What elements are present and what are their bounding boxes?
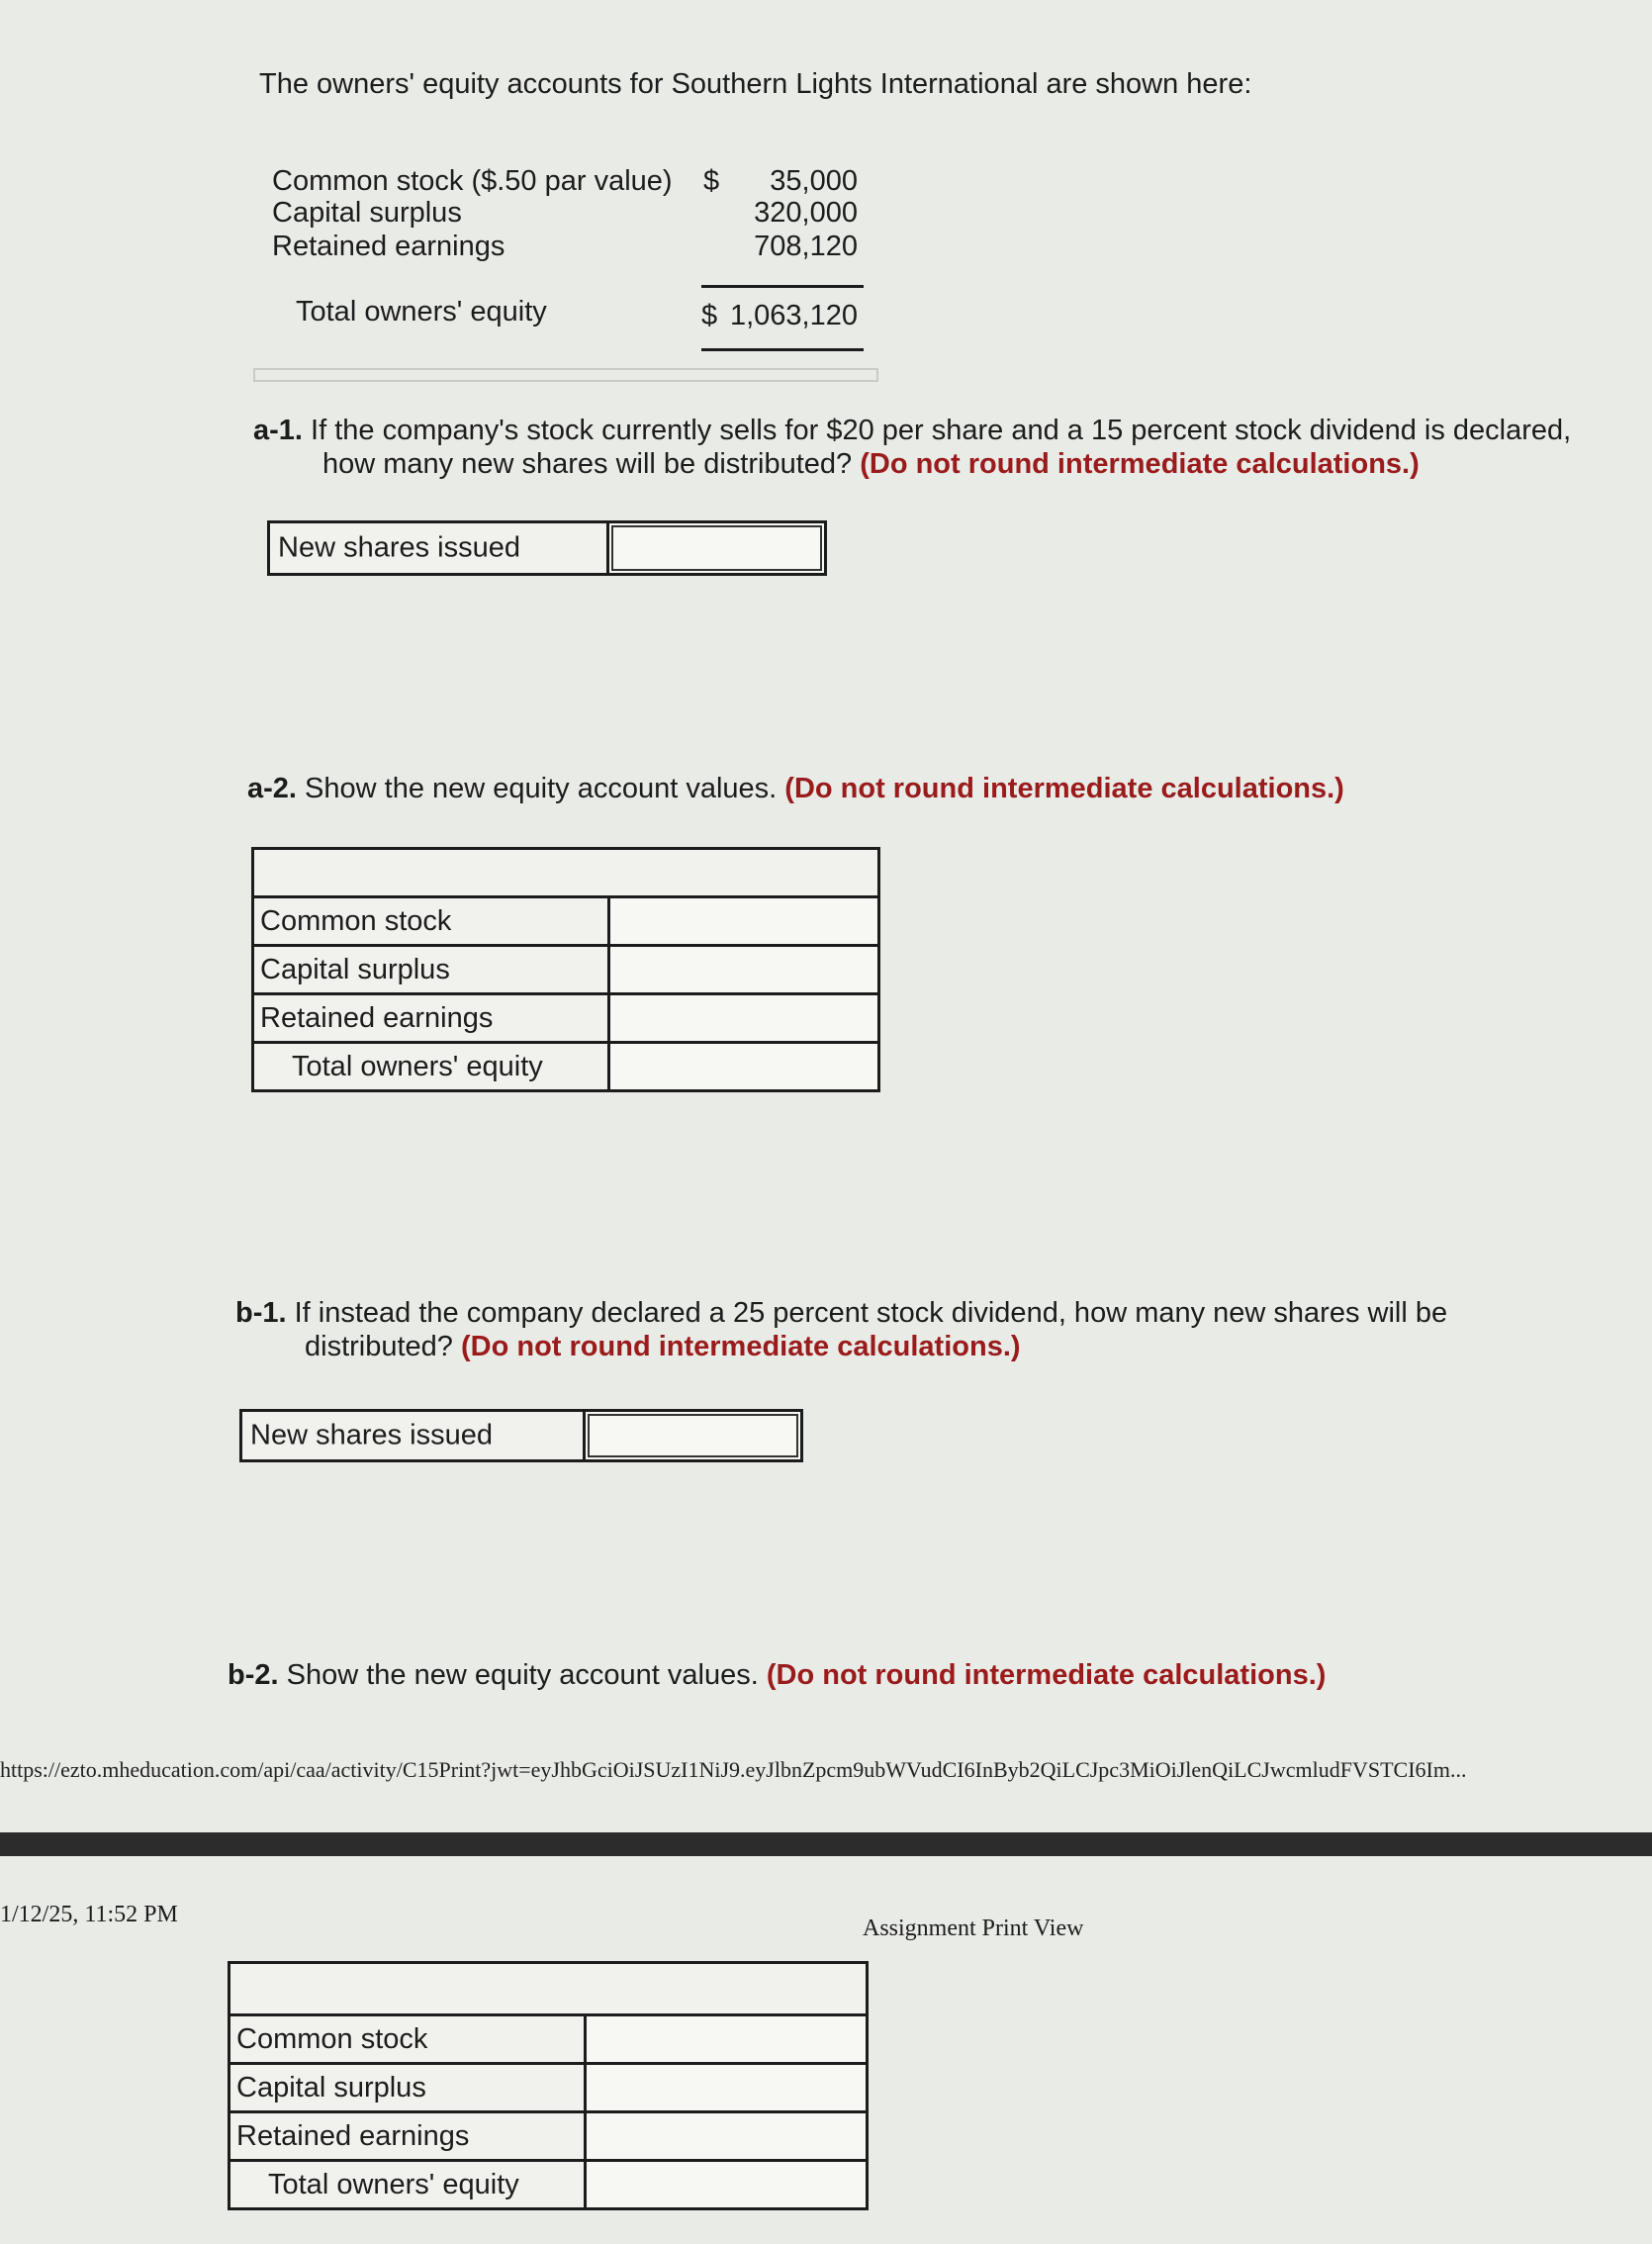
- rounding-note: (Do not round intermediate calculations.): [461, 1331, 1021, 1362]
- value-input[interactable]: [609, 994, 879, 1043]
- value-input[interactable]: [609, 897, 879, 946]
- row-label: Total owners' equity: [229, 2161, 586, 2209]
- value-input[interactable]: [609, 1043, 879, 1091]
- account-currency: $: [703, 165, 720, 197]
- table-row: [253, 897, 879, 946]
- total-rule: [701, 348, 864, 351]
- rounding-note: (Do not round intermediate calculations.): [766, 1659, 1327, 1691]
- total-currency: $: [701, 300, 718, 331]
- table-row: [229, 2015, 868, 2064]
- total-value: 1,063,120: [729, 300, 858, 331]
- total-label: Total owners' equity: [296, 296, 547, 327]
- table-header-cell: [229, 1963, 868, 2015]
- divider: [253, 368, 878, 382]
- account-label: Retained earnings: [272, 231, 505, 262]
- row-label: Capital surplus: [253, 946, 609, 994]
- row-label: Capital surplus: [229, 2064, 586, 2112]
- question-text: Show the new equity account values.: [305, 773, 778, 804]
- question-b2: [228, 1658, 1326, 1692]
- table-row: [253, 994, 879, 1043]
- value-input[interactable]: [586, 2112, 868, 2161]
- print-title: Assignment Print View: [863, 1916, 1084, 1941]
- rounding-note: (Do not round intermediate calculations.): [860, 448, 1420, 480]
- value-input[interactable]: [586, 2064, 868, 2112]
- account-value: 35,000: [770, 165, 858, 197]
- question-text: If instead the company declared a 25 percent stock dividend, how many new shares will be: [294, 1297, 1448, 1329]
- question-text: If the company's stock currently sells for $20 per share and a 15 percent stock dividend is declared,: [311, 415, 1572, 446]
- new-shares-box-b1: [239, 1409, 803, 1462]
- row-label: Total owners' equity: [253, 1043, 609, 1091]
- intro-text: The owners' equity accounts for Southern Lights International are shown here:: [259, 68, 1252, 100]
- table-row: [253, 946, 879, 994]
- row-label: Common stock: [253, 897, 609, 946]
- value-input[interactable]: [586, 2015, 868, 2064]
- subtotal-rule: [701, 285, 864, 288]
- new-shares-label: New shares issued: [278, 531, 520, 564]
- question-a1-line2: [322, 447, 1420, 481]
- account-value: 708,120: [754, 231, 858, 262]
- row-label: Retained earnings: [229, 2112, 586, 2161]
- question-text: Show the new equity account values.: [286, 1659, 759, 1691]
- rounding-note: (Do not round intermediate calculations.): [784, 773, 1344, 804]
- table-row: [229, 2112, 868, 2161]
- question-text: distributed?: [305, 1331, 453, 1362]
- question-b1: [235, 1296, 1447, 1330]
- table-header-row: [253, 849, 879, 897]
- table-header-cell: [253, 849, 879, 897]
- question-label: a-2.: [247, 773, 297, 804]
- table-header-row: [229, 1963, 868, 2015]
- new-shares-input[interactable]: [583, 1412, 800, 1459]
- value-input[interactable]: [586, 2161, 868, 2209]
- new-shares-label: New shares issued: [250, 1419, 493, 1451]
- question-a1: [253, 414, 1571, 447]
- print-url: https://ezto.mheducation.com/api/caa/activity/C15Print?jwt=eyJhbGciOiJSUzI1NiJ9.eyJlbnZpcm9ubWVudCI6InByb2QiLCJpc3MiOiJlenQiLCJwcmludFVSTCI6Im...: [0, 1757, 1467, 1782]
- question-text: how many new shares will be distributed?: [322, 448, 853, 480]
- question-label: a-1.: [253, 415, 303, 446]
- question-label: b-2.: [228, 1659, 279, 1691]
- question-a2: [247, 772, 1344, 805]
- row-label: Retained earnings: [253, 994, 609, 1043]
- row-label: Common stock: [229, 2015, 586, 2064]
- account-label: Capital surplus: [272, 197, 462, 229]
- account-value: 320,000: [754, 197, 858, 229]
- account-label: Common stock ($.50 par value): [272, 165, 673, 197]
- table-row: [229, 2161, 868, 2209]
- table-row: [229, 2064, 868, 2112]
- value-input[interactable]: [609, 946, 879, 994]
- question-label: b-1.: [235, 1297, 287, 1329]
- equity-table-a2: [251, 847, 880, 1092]
- question-b1-line2: [305, 1330, 1021, 1363]
- table-row: [253, 1043, 879, 1091]
- new-shares-box-a1: [267, 520, 827, 576]
- equity-table-b2: [228, 1961, 869, 2210]
- page-break: [0, 1832, 1652, 1856]
- new-shares-input[interactable]: [606, 523, 824, 573]
- print-timestamp: 1/12/25, 11:52 PM: [0, 1902, 178, 1927]
